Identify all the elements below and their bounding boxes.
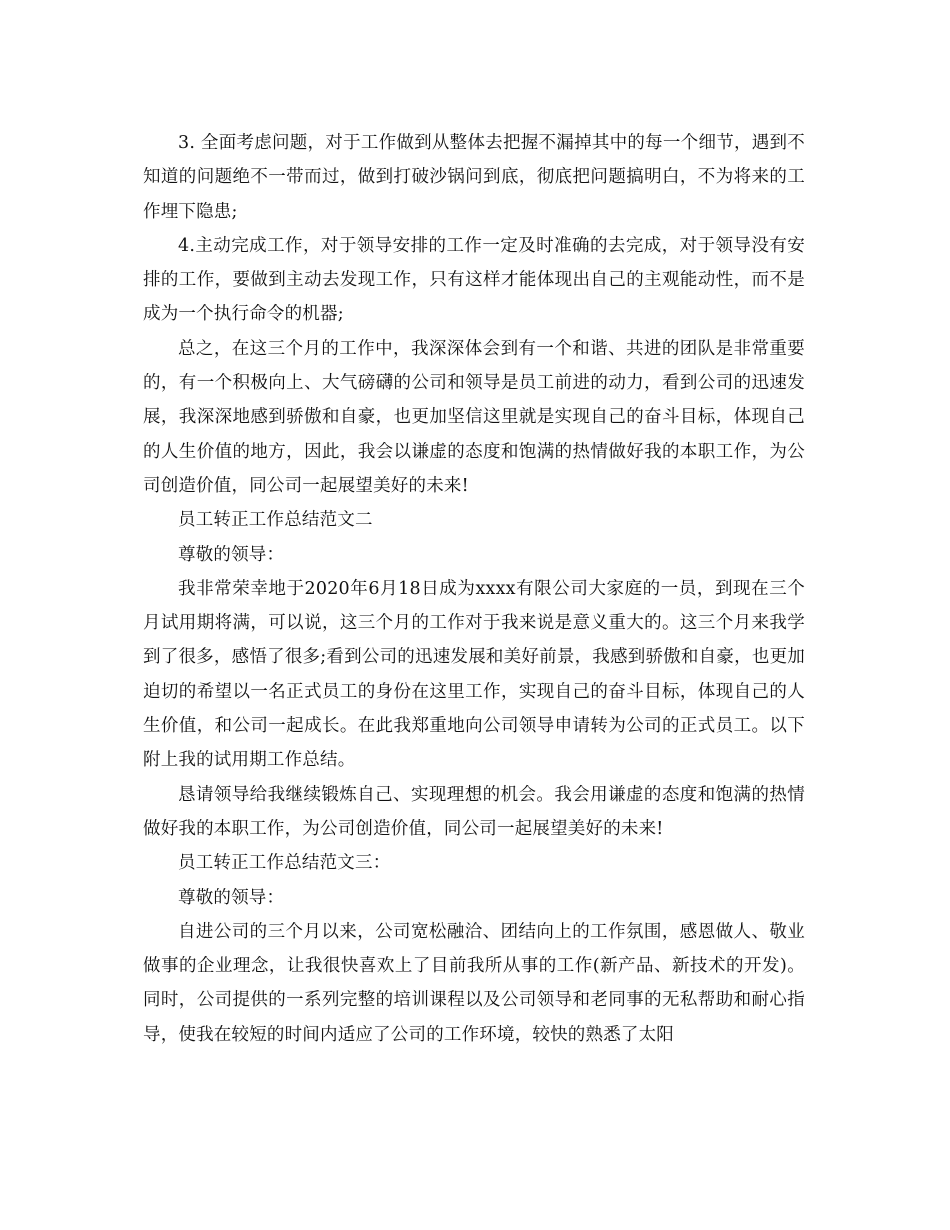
- paragraph-sample-2-closing: 恳请领导给我继续锻炼自己、实现理想的机会。我会用谦虚的态度和饱满的热情做好我的本职工作，为公司创造价值，同公司一起展望美好的未来!: [143, 784, 805, 839]
- section-heading-sample-2: 员工转正工作总结范文二: [178, 510, 373, 531]
- document-body: [143, 126, 805, 1052]
- paragraph-sample-3-body: 自进公司的三个月以来，公司宽松融洽、团结向上的工作氛围，感恩做人、敬业做事的企业理念，让我很快喜欢上了目前我所从事的工作(新产品、新技术的开发)。同时，公司提供的一系列完整的培训课程以及公司领导和老同事的无私帮助和耐心指导，使我在较短的时间内适应了公司的工作环境，较快的熟悉了太阳: [143, 921, 805, 1045]
- paragraph-point-3: 3. 全面考虑问题，对于工作做到从整体去把握不漏掉其中的每一个细节，遇到不知道的问题绝不一带而过，做到打破沙锅问到底，彻底把问题搞明白，不为将来的工作埋下隐患;: [143, 133, 805, 222]
- section-heading-sample-3: 员工转正工作总结范文三：: [178, 853, 391, 874]
- salutation-sample-3: 尊敬的领导：: [178, 887, 285, 908]
- salutation-sample-2: 尊敬的领导：: [178, 544, 285, 565]
- paragraph-sample-2-body: 我非常荣幸地于2020年6月18日成为xxxx有限公司大家庭的一员，到现在三个月试用期将满，可以说，这三个月的工作对于我来说是意义重大的。这三个月来我学到了很多，感悟了很多;看到公司的迅速发展和美好前景，我感到骄傲和自豪，也更加迫切的希望以一名正式员工的身份在这里工作，实现自己的奋斗目标，体现自己的人生价值，和公司一起成长。在此我郑重地向公司领导申请转为公司的正式员工。以下附上我的试用期工作总结。: [143, 578, 805, 771]
- paragraph-point-4: 4.主动完成工作，对于领导安排的工作一定及时准确的去完成，对于领导没有安排的工作，要做到主动去发现工作，只有这样才能体现出自己的主观能动性，而不是成为一个执行命令的机器;: [143, 235, 805, 325]
- paragraph-conclusion: 总之，在这三个月的工作中，我深深体会到有一个和谐、共进的团队是非常重要的，有一个积极向上、大气磅礴的公司和领导是员工前进的动力，看到公司的迅速发展，我深深地感到骄傲和自豪，也更加坚信这里就是实现自己的奋斗目标，体现自己的人生价值的地方，因此，我会以谦虚的态度和饱满的热情做好我的本职工作，为公司创造价值，同公司一起展望美好的未来!: [143, 338, 805, 496]
